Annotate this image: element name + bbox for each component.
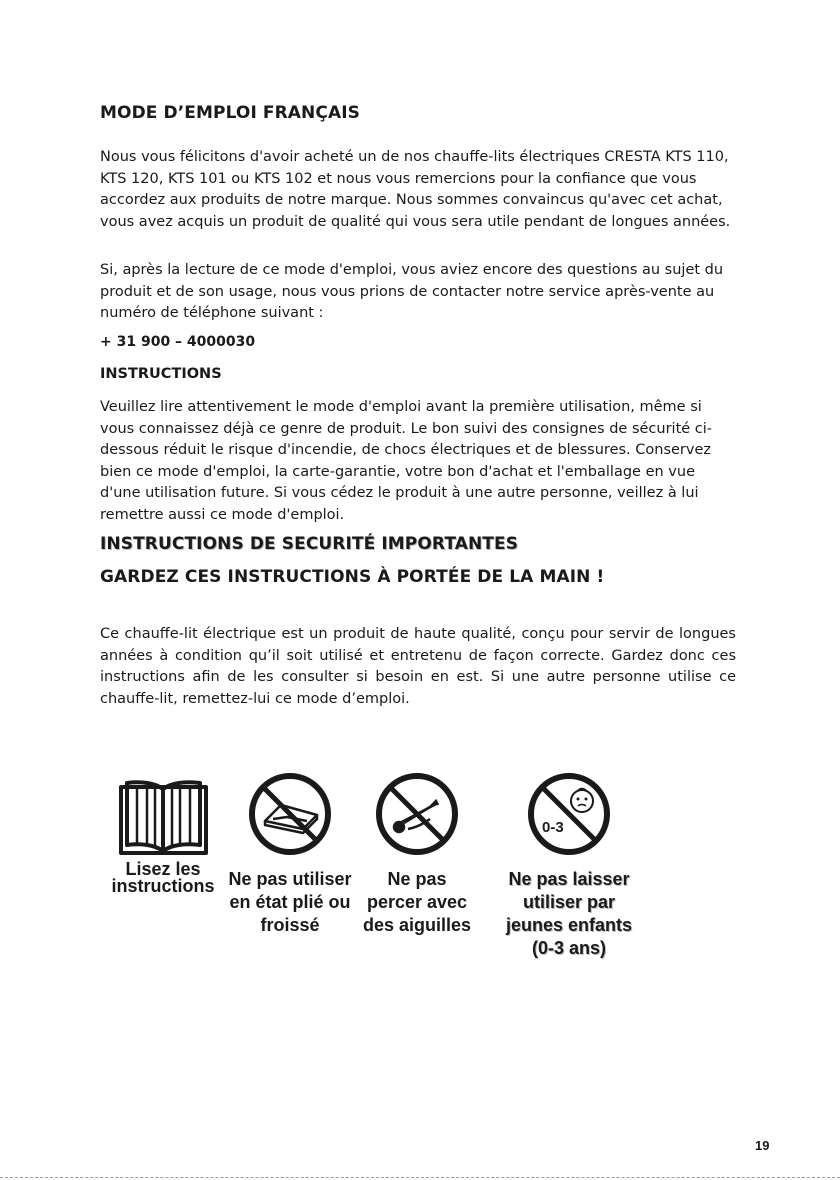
quality-paragraph: Ce chauffe-lit électrique est un produit de haute qualité, conçu pour servir de longues années à condition qu’il soit utilisé et entretenu de façon correcte. Gardez donc ces instructions afin de les consulter si besoin en est. Si une autre personne utilise ce chauffe-lit, remettez-lui ce mode d’emploi. xyxy=(100,626,736,707)
instructions-heading: INSTRUCTIONS xyxy=(100,366,222,382)
page-number: 19 xyxy=(755,1138,770,1153)
safety-heading: INSTRUCTIONS DE SECURITÉ IMPORTANTES xyxy=(100,534,519,554)
icon-caption-needles: Ne pas percer avec des aiguilles xyxy=(362,869,472,935)
intro-paragraph-2: Si, après la lecture de ce mode d'emploi, vous aviez encore des questions au sujet du produit et de son usage, nous vous prions de contacter notre service après-vente au numéro de téléphone suivant : xyxy=(100,262,724,321)
age-badge: 0-3 xyxy=(542,819,564,836)
phone-number: + 31 900 – 4000030 xyxy=(100,334,256,350)
intro-paragraph-1: Nous vous félicitons d'avoir acheté un de nos chauffe-lits électriques CRESTA KTS 110, KTS 120, KTS 101 ou KTS 102 et nous vous remercions pour la confiance que vous accordez aux produits de notre marque. Nous sommes convaincus qu'avec cet achat, vous avez acquis un produit de qualité qui vous sera utile pendant de longues années. xyxy=(100,149,731,230)
keep-instructions-heading: GARDEZ CES INSTRUCTIONS À PORTÉE DE LA MAIN ! xyxy=(100,567,605,587)
no-needles-icon xyxy=(374,771,460,857)
no-folding-icon xyxy=(247,771,333,857)
icon-caption-folded: Ne pas utiliser en état plié ou froissé xyxy=(228,869,352,935)
instructions-paragraph: Veuillez lire attentivement le mode d'emploi avant la première utilisation, même si vous connaissez déjà ce genre de produit. Le bon suivi des consignes de sécurité ci-dessous réduit le risque d'incendie, de chocs électriques et de blessures. Conservez bien ce mode d'emploi, la carte-garantie, votre bon d'achat et l'emballage en vue d'une utilisation future. Si vous cédez le produit à une autre personne, veillez à lui remettre aussi ce mode d'emploi. xyxy=(100,399,713,523)
no-children-icon xyxy=(526,771,612,857)
book-icon xyxy=(117,773,210,858)
page-bottom-border xyxy=(0,1177,840,1178)
page-title: MODE D’EMPLOI FRANÇAIS xyxy=(100,103,360,123)
icon-caption-children: Ne pas laisser utiliser par jeunes enfants (0-3 ans) xyxy=(505,869,633,958)
icon-caption-read: Lisez les instructions xyxy=(111,859,215,896)
